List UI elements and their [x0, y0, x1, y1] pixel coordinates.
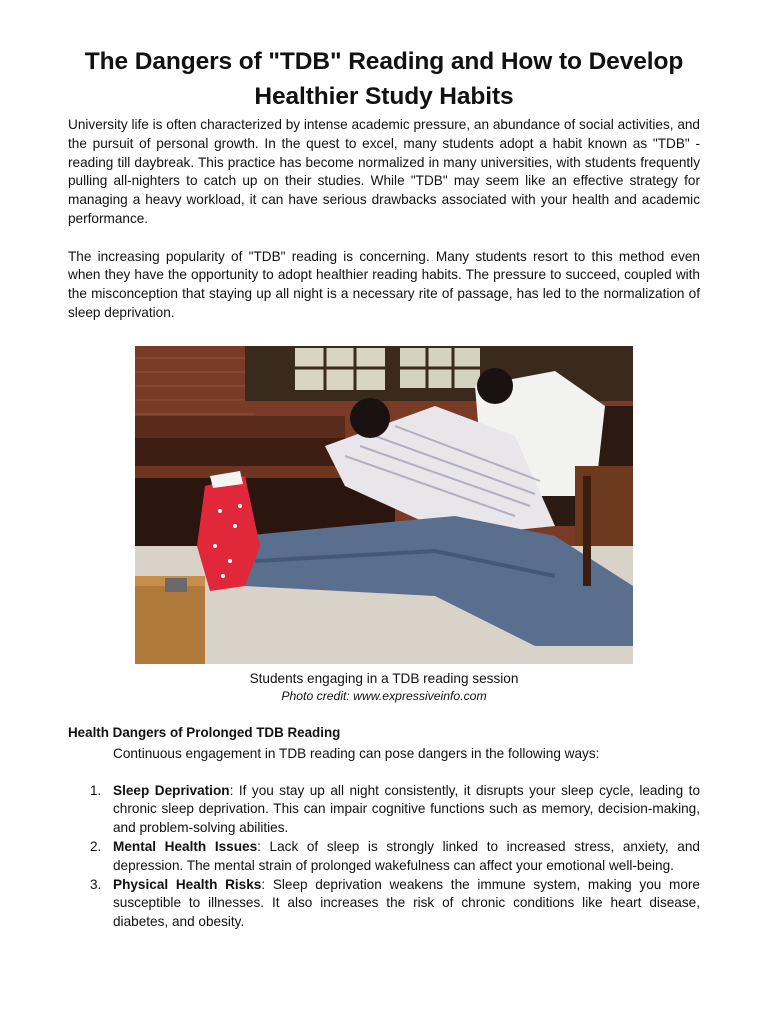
- list-item-number: 1.: [90, 782, 102, 798]
- list-item: [68, 782, 700, 838]
- section-heading: Health Dangers of Prolonged TDB Reading: [68, 724, 341, 740]
- list-item-text: : Sleep deprivation weakens the immune system, making you more susceptible to illnesses. It also increases the risk of chronic conditions like heart disease, diabetes, and obesity.: [113, 876, 700, 930]
- photo-caption: Students engaging in a TDB reading session: [249, 670, 519, 686]
- list-item-text: : Lack of sleep is strongly linked to increased stress, anxiety, and depression. The mental strain of prolonged wakefulness can affect your emotional well-being.: [113, 838, 700, 873]
- list-item-term: Physical Health Risks: [113, 876, 262, 892]
- list-item-number: 3.: [90, 876, 102, 892]
- second-paragraph: The increasing popularity of "TDB" reading is concerning. Many students resort to this method even when they have the opportunity to adopt healthier reading habits. The pressure to succeed, coupled with the misconception that staying up all night is a necessary rite of passage, has led to the normalization of sleep deprivation.: [68, 248, 700, 320]
- article-title: The Dangers of "TDB" Reading and How to Develop Healthier Study Habits: [84, 48, 684, 110]
- list-item: [68, 838, 700, 876]
- list-item-number: 2.: [90, 838, 102, 854]
- list-item: [68, 876, 700, 932]
- list-item-text: : If you stay up all night consistently, it disrupts your sleep cycle, leading to chronic sleep deprivation. This can impair cognitive functions such as memory, decision-making, and problem-solving abilities.: [113, 782, 701, 836]
- students-sleeping-photo: [135, 346, 633, 664]
- photo-figure: [68, 346, 700, 704]
- photo-credit: Photo credit: www.expressiveinfo.com: [281, 688, 487, 703]
- list-item-term: Mental Health Issues: [113, 838, 258, 854]
- dangers-list: [68, 782, 700, 932]
- intro-paragraph: University life is often characterized by intense academic pressure, an abundance of social activities, and the pursuit of personal growth. In the quest to excel, many students adopt a habit known as "TDB" - reading till daybreak. This practice has become normalized in many universities, with students frequently pulling all-nighters to catch up on their studies. While "TDB" may seem like an effective strategy for managing a heavy workload, it can have serious drawbacks associated with your health and academic performance.: [68, 117, 700, 226]
- document-page: [68, 44, 700, 932]
- section-intro: Continuous engagement in TDB reading can pose dangers in the following ways:: [113, 745, 600, 761]
- list-item-term: Sleep Deprivation: [113, 782, 230, 798]
